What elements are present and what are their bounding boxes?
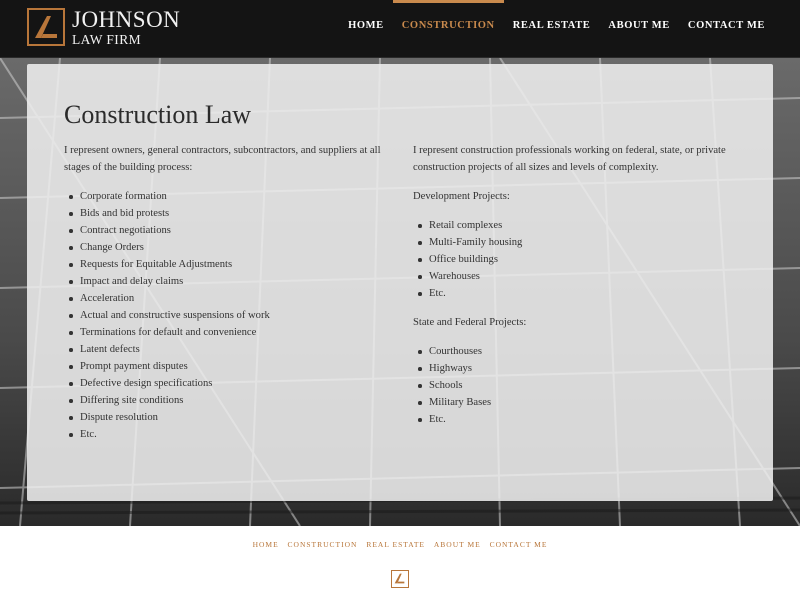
list-item: Impact and delay claims — [80, 273, 384, 290]
logo-text — [72, 8, 180, 47]
nav-home[interactable]: HOME — [348, 20, 384, 31]
site-footer — [0, 526, 800, 600]
nav-construction[interactable]: CONSTRUCTION — [393, 0, 504, 52]
list-item: Contract negotiations — [80, 222, 384, 239]
footer-logo-icon[interactable] — [391, 570, 409, 588]
left-intro: I represent owners, general contractors, subcontractors, and suppliers at all stages of the building process: — [64, 145, 381, 173]
list-item: Latent defects — [80, 341, 384, 358]
list-item: Etc. — [429, 411, 753, 428]
site-logo[interactable] — [27, 8, 180, 47]
state-federal-heading: State and Federal Projects: — [413, 317, 527, 328]
right-intro: I represent construction professionals working on federal, state, or private construction projects of all sizes and levels of complexity. — [413, 145, 726, 173]
list-item: Corporate formation — [80, 188, 384, 205]
development-list — [413, 217, 753, 302]
logo-line2: LAW FIRM — [72, 32, 141, 47]
list-item: Multi-Family housing — [429, 234, 753, 251]
hero-section — [0, 58, 800, 526]
list-item: Acceleration — [80, 290, 384, 307]
footer-nav-home[interactable]: HOME — [252, 540, 279, 549]
list-item: Defective design specifications — [80, 375, 384, 392]
list-item: Terminations for default and convenience — [80, 324, 384, 341]
footer-nav — [0, 540, 800, 549]
list-item: Retail complexes — [429, 217, 753, 234]
list-item: Office buildings — [429, 251, 753, 268]
site-header — [0, 0, 800, 58]
right-column — [413, 142, 753, 440]
logo-line1: JOHNSON — [72, 7, 181, 32]
services-list — [64, 188, 384, 443]
list-item: Dispute resolution — [80, 409, 384, 426]
list-item: Actual and constructive suspensions of work — [80, 307, 384, 324]
list-item: Requests for Equitable Adjustments — [80, 256, 384, 273]
nav-contact-me[interactable]: CONTACT ME — [687, 20, 765, 31]
list-item: Highways — [429, 360, 753, 377]
list-item: Differing site conditions — [80, 392, 384, 409]
development-heading: Development Projects: — [413, 191, 510, 202]
logo-mark-icon — [27, 8, 65, 46]
list-item: Etc. — [80, 426, 384, 443]
page-title: Construction Law — [64, 100, 252, 129]
main-nav — [339, 0, 774, 52]
footer-nav-contact-me[interactable]: CONTACT ME — [489, 540, 548, 549]
nav-real-estate[interactable]: REAL ESTATE — [512, 20, 591, 31]
list-item: Change Orders — [80, 239, 384, 256]
list-item: Courthouses — [429, 343, 753, 360]
state-federal-list — [413, 343, 753, 428]
left-column — [64, 142, 384, 455]
footer-nav-construction[interactable]: CONSTRUCTION — [287, 540, 358, 549]
list-item: Prompt payment disputes — [80, 358, 384, 375]
list-item: Etc. — [429, 285, 753, 302]
list-item: Bids and bid protests — [80, 205, 384, 222]
footer-nav-about-me[interactable]: ABOUT ME — [433, 540, 481, 549]
nav-about-me[interactable]: ABOUT ME — [608, 20, 670, 31]
list-item: Schools — [429, 377, 753, 394]
list-item: Warehouses — [429, 268, 753, 285]
list-item: Military Bases — [429, 394, 753, 411]
content-card — [27, 64, 773, 501]
footer-nav-real-estate[interactable]: REAL ESTATE — [366, 540, 426, 549]
